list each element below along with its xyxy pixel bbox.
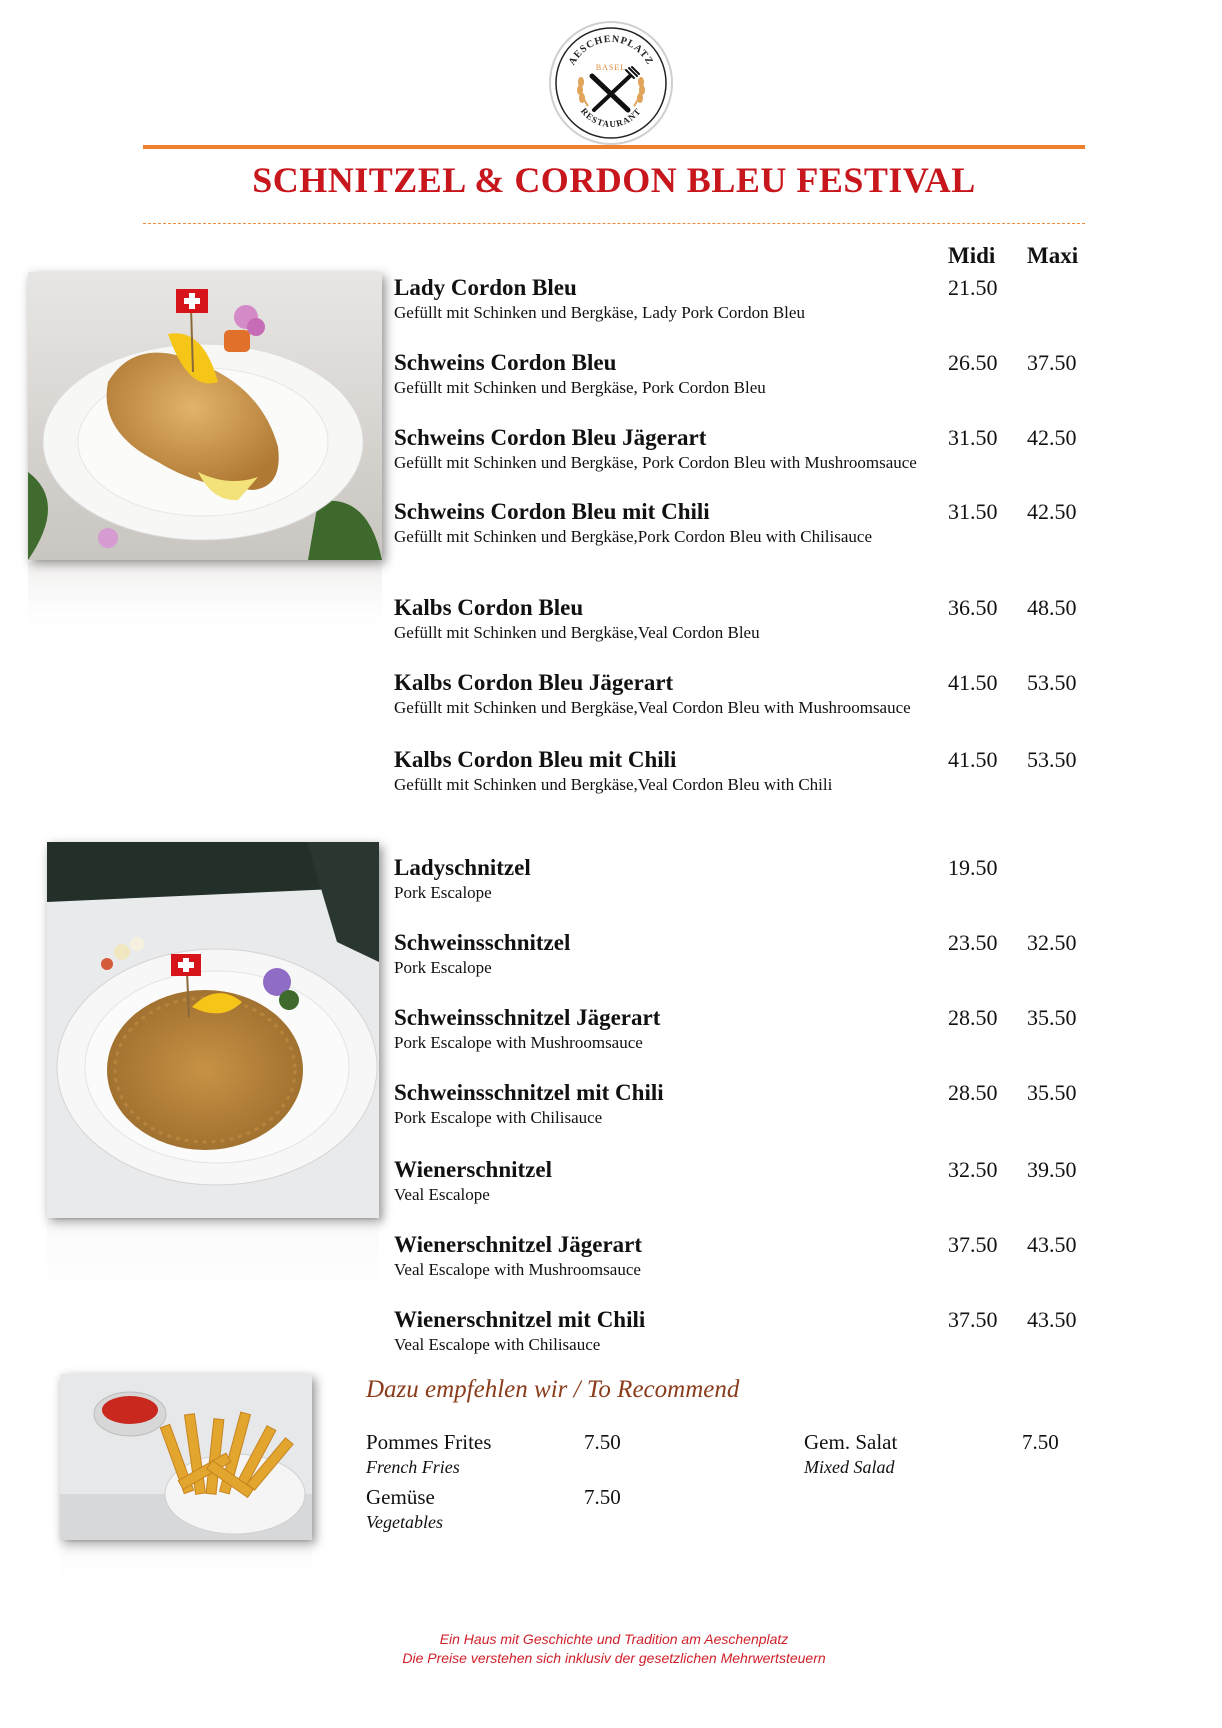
schnitzel-photo: [47, 842, 379, 1218]
item-name: Wienerschnitzel mit Chili: [394, 1307, 646, 1332]
menu-item: [394, 1003, 1094, 1063]
item-price-midi: 19.50: [948, 855, 998, 880]
schnitzel-plate-image: [47, 842, 379, 1218]
recommend-heading: Dazu empfehlen wir / To Recommend: [366, 1376, 740, 1403]
item-price-midi: 31.50: [948, 499, 998, 524]
item-price-midi: 41.50: [948, 670, 998, 695]
side-item-translation: French Fries: [366, 1457, 460, 1477]
menu-item: [394, 1155, 1094, 1215]
side-item-price: 7.50: [584, 1485, 621, 1509]
item-description: Veal Escalope: [394, 1185, 490, 1204]
menu-item: [394, 593, 1094, 653]
item-description: Gefüllt mit Schinken und Bergkäse, Pork Cordon Bleu: [394, 378, 766, 397]
menu-item: [394, 745, 1094, 805]
item-price-maxi: 48.50: [1027, 595, 1077, 620]
logo-bottom-text: RESTAURANT: [578, 105, 644, 130]
item-name: Wienerschnitzel Jägerart: [394, 1232, 643, 1257]
cordon-bleu-plate-image: [28, 272, 382, 560]
item-price-midi: 36.50: [948, 595, 998, 620]
menu-item: [394, 853, 1094, 913]
item-name: Schweinsschnitzel: [394, 930, 571, 955]
item-description: Pork Escalope with Mushroomsauce: [394, 1033, 643, 1052]
dashed-divider: [143, 223, 1085, 224]
item-name: Schweins Cordon Bleu Jägerart: [394, 425, 707, 450]
side-item-price: 7.50: [1022, 1430, 1059, 1454]
logo-city: BASEL: [595, 63, 627, 72]
side-item-name: Pommes Frites: [366, 1430, 492, 1454]
menu-item: [394, 928, 1094, 988]
item-price-maxi: 42.50: [1027, 499, 1077, 524]
footer-line-2: Die Preise verstehen sich inklusiv der gesetzlichen Mehrwertsteuern: [402, 1650, 826, 1666]
item-description: Gefüllt mit Schinken und Bergkäse,Veal Cordon Bleu: [394, 623, 760, 642]
side-item-price: 7.50: [584, 1430, 621, 1454]
item-price-midi: 37.50: [948, 1232, 998, 1257]
menu-item: [394, 273, 1094, 333]
item-description: Veal Escalope with Mushroomsauce: [394, 1260, 641, 1279]
item-name: Kalbs Cordon Bleu Jägerart: [394, 670, 674, 695]
footer-line-1: Ein Haus mit Geschichte und Tradition am Aeschenplatz: [439, 1631, 789, 1647]
item-description: Gefüllt mit Schinken und Bergkäse, Pork Cordon Bleu with Mushroomsauce: [394, 453, 917, 472]
item-price-maxi: 53.50: [1027, 670, 1077, 695]
item-name: Schweinsschnitzel mit Chili: [394, 1080, 664, 1105]
item-price-midi: 31.50: [948, 425, 998, 450]
item-price-maxi: 42.50: [1027, 425, 1077, 450]
item-price-maxi: 32.50: [1027, 930, 1077, 955]
cordon-bleu-photo-reflection: [28, 562, 382, 642]
fries-photo: [60, 1374, 312, 1540]
item-name: Wienerschnitzel: [394, 1157, 552, 1182]
item-description: Gefüllt mit Schinken und Bergkäse,Veal Cordon Bleu with Mushroomsauce: [394, 698, 911, 717]
item-description: Pork Escalope: [394, 883, 492, 902]
item-price-midi: 23.50: [948, 930, 998, 955]
cordon-bleu-photo: [28, 272, 382, 560]
item-price-maxi: 35.50: [1027, 1080, 1077, 1105]
item-name: Schweins Cordon Bleu: [394, 350, 617, 375]
item-price-midi: 37.50: [948, 1307, 998, 1332]
item-description: Veal Escalope with Chilisauce: [394, 1335, 601, 1354]
item-name: Ladyschnitzel: [394, 855, 531, 880]
menu-item: [394, 668, 1094, 728]
fries-image: [60, 1374, 312, 1540]
item-price-midi: 28.50: [948, 1005, 998, 1030]
item-name: Kalbs Cordon Bleu: [394, 595, 584, 620]
side-item-translation: Mixed Salad: [804, 1457, 895, 1477]
item-description: Gefüllt mit Schinken und Bergkäse,Veal Cordon Bleu with Chili: [394, 775, 833, 794]
column-midi-header: Midi: [948, 243, 996, 268]
item-price-midi: 21.50: [948, 275, 998, 300]
item-price-maxi: 39.50: [1027, 1157, 1077, 1182]
item-price-maxi: 43.50: [1027, 1307, 1077, 1332]
item-price-midi: 32.50: [948, 1157, 998, 1182]
schnitzel-photo-reflection: [47, 1220, 379, 1325]
menu-item: [394, 1078, 1094, 1138]
menu-item: [394, 423, 1094, 483]
side-item-name: Gem. Salat: [804, 1430, 898, 1454]
menu-item: [394, 1230, 1094, 1290]
item-price-maxi: 53.50: [1027, 747, 1077, 772]
item-price-maxi: 37.50: [1027, 350, 1077, 375]
fries-photo-reflection: [60, 1542, 312, 1592]
item-description: Pork Escalope with Chilisauce: [394, 1108, 603, 1127]
item-price-maxi: 35.50: [1027, 1005, 1077, 1030]
item-price-midi: 41.50: [948, 747, 998, 772]
menu-item: [394, 497, 1094, 557]
item-name: Kalbs Cordon Bleu mit Chili: [394, 747, 677, 772]
item-name: Schweins Cordon Bleu mit Chili: [394, 499, 710, 524]
item-description: Gefüllt mit Schinken und Bergkäse,Pork Cordon Bleu with Chilisauce: [394, 527, 872, 546]
column-maxi-header: Maxi: [1027, 243, 1079, 268]
item-price-maxi: 43.50: [1027, 1232, 1077, 1257]
menu-title: SCHNITZEL & CORDON BLEU FESTIVAL: [252, 160, 976, 200]
menu-item: [394, 1305, 1094, 1365]
item-name: Schweinsschnitzel Jägerart: [394, 1005, 661, 1030]
item-description: Gefüllt mit Schinken und Bergkäse, Lady Pork Cordon Bleu: [394, 303, 805, 322]
menu-item: [394, 348, 1094, 408]
top-orange-rule: [143, 145, 1085, 149]
side-item-translation: Vegetables: [366, 1512, 443, 1532]
side-item-name: Gemüse: [366, 1485, 435, 1509]
item-price-midi: 26.50: [948, 350, 998, 375]
item-name: Lady Cordon Bleu: [394, 275, 577, 300]
item-price-midi: 28.50: [948, 1080, 998, 1105]
item-description: Pork Escalope: [394, 958, 492, 977]
logo-top-text: AESCHENPLATZ: [566, 33, 656, 68]
restaurant-logo: [548, 20, 674, 146]
